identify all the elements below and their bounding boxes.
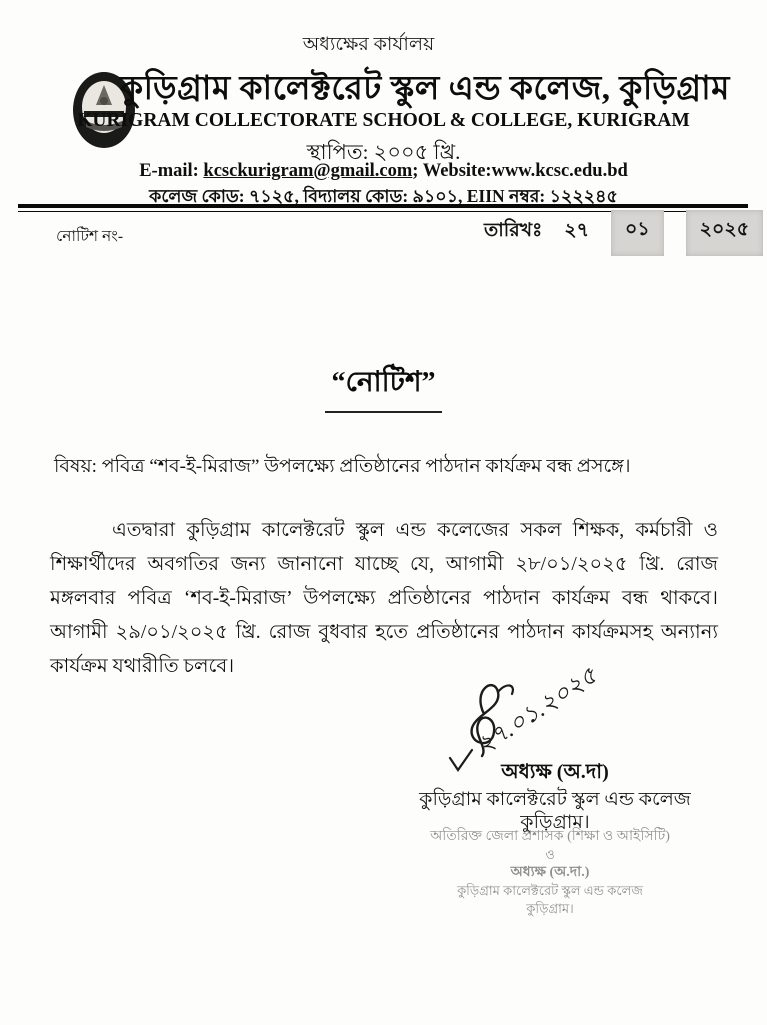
office-line: অধ্যক্ষের কার্যালয় <box>302 34 435 55</box>
stamp-line-1: অতিরিক্ত জেলা প্রশাসক (শিক্ষা ও আইসিটি) <box>430 829 670 844</box>
website-text: ; Website:www.kcsc.edu.bd <box>412 161 628 181</box>
date-label: তারিখঃ <box>484 220 543 241</box>
date-year-box: ২০২৫ <box>686 210 763 256</box>
handwritten-date: ২৭.০১.২০২৫ <box>473 662 602 760</box>
official-stamp <box>330 828 767 918</box>
school-title-english: KURIGRAM COLLECTORATE SCHOOL & COLLEGE, KURIGRAM <box>77 110 690 131</box>
contact-line <box>0 161 767 182</box>
institution-codes: কলেজ কোড: ৭১২৫, বিদ্যালয় কোড: ৯১০১, EIIN নম্বর: ১২২২৪৫ <box>149 186 618 206</box>
stamp-line-4: কুড়িগ্রাম কালেক্টরেট স্কুল এন্ড কলেজ <box>457 883 643 898</box>
email-label: E-mail: <box>139 161 204 181</box>
established-line: স্থাপিত: ২০০৫ খ্রি. <box>306 140 461 164</box>
school-title-bengali: কুড়িগ্রাম কালেক্টরেট স্কুল এন্ড কলেজ, কুড়িগ্রাম <box>120 71 730 107</box>
stamp-line-2: ও <box>545 847 555 862</box>
stamp-line-5: কুড়িগ্রাম। <box>526 901 574 916</box>
notice-body: এতদ্বারা কুড়িগ্রাম কালেক্টরেট স্কুল এন্ড কলেজের সকল শিক্ষক, কর্মচারী ও শিক্ষার্থীদের অবগতির জন্য জানানো যাচ্ছে যে, আগামী ২৮/০১/২০২৫ খ্রি. রোজ মঙ্গলবার পবিত্র ‘শব-ই-মিরাজ’ উপলক্ষ্যে প্রতিষ্ঠানের পাঠদান কার্যক্রম বন্ধ থাকবে। আগামী ২৯/০১/২০২৫ খ্রি. রোজ বুধবার হতে প্রতিষ্ঠানের পাঠদান কার্যক্রমসহ অন্যান্য কার্যক্রম যথারীতি চলবে। <box>50 520 718 677</box>
date-day: ২৭ <box>564 220 589 241</box>
signatory-designation: অধ্যক্ষ (অ.দা) <box>501 761 609 783</box>
date-month-box: ০১ <box>611 210 664 256</box>
subject-line: বিষয়: পবিত্র “শব-ই-মিরাজ” উপলক্ষ্যে প্রতিষ্ঠানের পাঠদান কার্যক্রম বন্ধ প্রসঙ্গে। <box>54 456 631 477</box>
stamp-line-3: অধ্যক্ষ (অ.দা.) <box>510 865 590 880</box>
notice-number-label: নোটিশ নং- <box>56 228 124 245</box>
notice-heading: “নোটিশ” <box>0 360 767 413</box>
date-row <box>484 216 763 256</box>
signatory-location: কুড়িগ্রাম। <box>520 812 590 833</box>
header-divider-thick <box>18 204 748 208</box>
email-address: kcsckurigram@gmail.com <box>203 161 413 181</box>
signatory-organization: কুড়িগ্রাম কালেক্টরেট স্কুল এন্ড কলেজ <box>419 789 691 810</box>
